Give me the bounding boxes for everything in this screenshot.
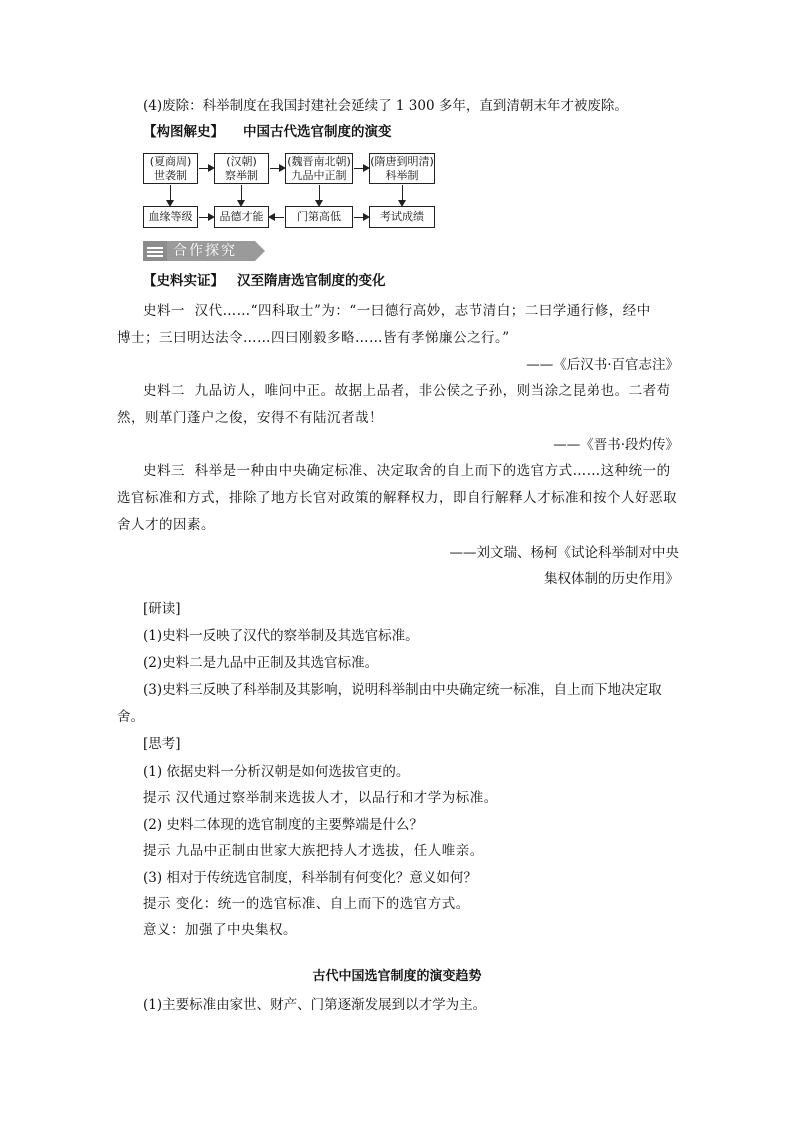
- think-answer-3b: 意义：加强了中央集权。: [143, 922, 297, 938]
- arrow-left: [270, 217, 284, 218]
- paragraph-abolition: (4)废除：科举制度在我国封建社会延续了 1 300 多年，直到清朝末年才被废除。: [143, 98, 628, 114]
- arrow-down: [402, 185, 403, 205]
- banner-arrow-tip: [255, 241, 265, 261]
- box-system: 科举制: [385, 168, 419, 182]
- section-label: 【史料实证】: [143, 273, 224, 289]
- box-hereditary: [143, 153, 198, 184]
- think-answer-3a: 提示 变化：统一的选官标准、自上而下的选官方式。: [143, 896, 470, 912]
- arrow-right: [270, 168, 284, 169]
- study-item-2: (2)史料二是九品中正制及其选官标准。: [143, 655, 379, 671]
- box-era: (汉朝): [226, 154, 257, 168]
- arrow-down: [241, 185, 242, 205]
- think-question-2: (2) 史料二体现的选官制度的主要弊端是什么？: [143, 817, 423, 833]
- box-exam-score: 考试成绩: [369, 206, 435, 228]
- source3-text: 科举是一种由中央确定标准、决定取舍的自上而下的选官方式……这种统一的: [194, 463, 671, 479]
- think-answer-1: 提示 汉代通过察举制来选拔人才，以品行和才学为标准。: [143, 790, 498, 806]
- box-era: (隋唐到明清): [370, 154, 434, 168]
- diagram-label: 【构图解史】: [143, 124, 224, 140]
- trend-title: 古代中国选官制度的演变趋势: [312, 969, 482, 984]
- box-system: 察举制: [225, 168, 258, 182]
- source2-line2: 然，则革门蓬户之俊，安得不有陆沉者哉！: [117, 410, 383, 426]
- box-imperial-exam: [369, 153, 435, 184]
- box-nine-rank: [285, 153, 353, 184]
- trend-item-1: (1)主要标准由家世、财产、门第逐渐发展到以才学为主。: [143, 997, 487, 1013]
- source3-citation-2: 集权体制的历史作用》: [544, 571, 679, 587]
- arrow-right: [354, 168, 368, 169]
- arrow-right: [354, 217, 368, 218]
- think-heading: [思考]: [143, 736, 181, 752]
- source2-head: 史料二: [143, 383, 185, 399]
- think-answer-2: 提示 九品中正制由世家大族把持人才选拔，任人唯亲。: [143, 843, 484, 859]
- source1-line2: 博士；三曰明达法令……四曰刚毅多略……皆有孝悌廉公之行。”: [117, 330, 510, 346]
- source1-line1: [143, 302, 651, 320]
- banner-label: 合作探究: [167, 241, 255, 261]
- source1-citation: ——《后汉书·百官志注》: [526, 357, 679, 373]
- think-question-1: (1) 依据史料一分析汉朝是如何选拔官吏的。: [143, 764, 410, 780]
- study-item-3-line2: 舍。: [117, 709, 144, 725]
- diagram-title: 中国古代选官制度的演变: [243, 124, 392, 140]
- book-icon: [143, 241, 167, 261]
- box-era: (魏晋南北朝): [287, 154, 351, 168]
- study-heading: [研读]: [143, 601, 181, 617]
- source2-line1: [143, 382, 671, 400]
- source3-citation-1: ——刘文瑞、杨柯《试论科举制对中央: [449, 545, 679, 561]
- box-blood-rank: 血缘等级: [143, 206, 198, 228]
- box-era: (夏商周): [149, 154, 192, 168]
- think-question-3: (3) 相对于传统选官制度，科举制有何变化？意义如何？: [143, 870, 477, 886]
- arrow-down: [170, 185, 171, 205]
- source1-text: 汉代……“四科取士”为：“一曰德行高妙，志节清白；二曰学通行修，经中: [194, 303, 651, 319]
- source2-citation: ——《晋书·段灼传》: [553, 437, 679, 453]
- box-recommendation: [214, 153, 269, 184]
- section-banner: [143, 241, 263, 261]
- arrow-right: [199, 168, 213, 169]
- source3-line1: [143, 462, 671, 480]
- arrow-right: [199, 217, 213, 218]
- section-title: 汉至隋唐选官制度的变化: [237, 273, 386, 289]
- box-system: 九品中正制: [291, 168, 347, 182]
- source3-line3: 舍人才的因素。: [117, 517, 215, 533]
- box-family-status: 门第高低: [285, 206, 353, 228]
- box-virtue-talent: 品德才能: [214, 206, 269, 228]
- study-item-1: (1)史料一反映了汉代的察举制及其选官标准。: [143, 628, 419, 644]
- source3-head: 史料三: [143, 463, 185, 479]
- source2-text: 九品访人，唯问中正。故据上品者，非公侯之子孙，则当涂之昆弟也。二者苟: [194, 383, 671, 399]
- arrow-down: [319, 185, 320, 205]
- source3-line2: 选官标准和方式，排除了地方长官对政策的解释权力，即自行解释人才标准和按个人好恶取: [117, 490, 677, 506]
- box-system: 世袭制: [154, 168, 187, 182]
- source1-head: 史料一: [143, 303, 185, 319]
- study-item-3-line1: (3)史料三反映了科举制及其影响，说明科举制由中央确定统一标准，自上而下地决定取: [143, 682, 662, 698]
